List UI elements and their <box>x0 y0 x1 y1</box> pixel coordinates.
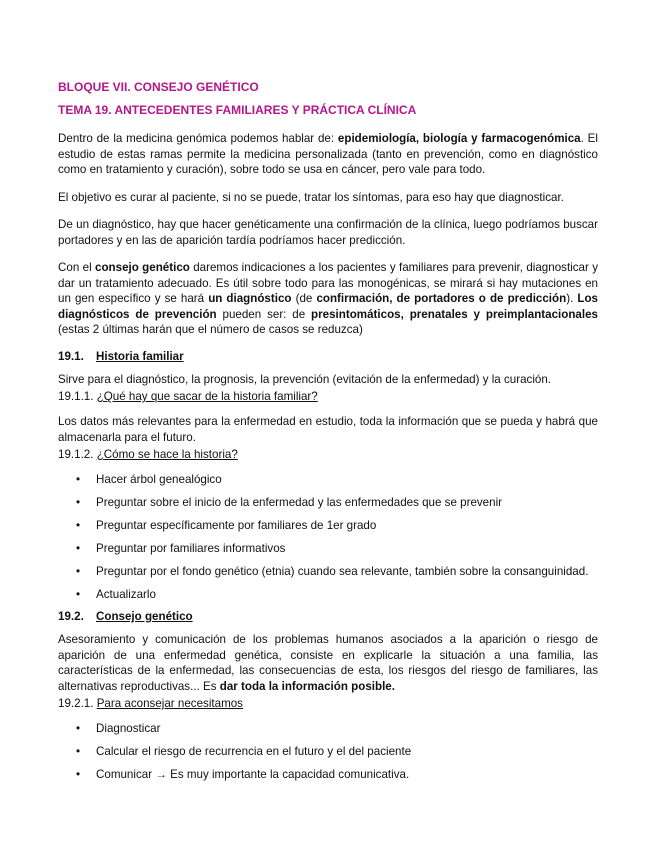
history-steps-list <box>58 472 598 602</box>
subsection-heading-19-2-1 <box>58 696 598 711</box>
list-item <box>58 721 598 736</box>
bullet-icon: • <box>76 722 81 735</box>
list-item-text: Preguntar por familiares informativos <box>96 542 286 555</box>
section-number: 19.1. <box>58 349 84 363</box>
list-item <box>58 564 598 579</box>
list-item-text: Comunicar → Es muy importante la capacidad comunicativa. <box>96 768 410 781</box>
block-heading: BLOQUE VII. CONSEJO GENÉTICO <box>58 80 259 94</box>
section-number: 19.2. <box>58 610 84 623</box>
document-page <box>58 80 598 790</box>
bullet-icon: • <box>76 768 81 781</box>
bold-text: epidemiología, biología y farmacogenómica <box>337 132 581 145</box>
paragraph-history-data: Los datos más relevantes para la enfermedad en estudio, toda la información que se pueda y habrá que almacenarla para el futuro. <box>58 415 598 444</box>
bold-text: un diagnóstico <box>208 292 292 305</box>
text: Con el <box>58 261 96 274</box>
bold-text: confirmación, de portadores o de predicción <box>316 292 567 305</box>
list-item <box>58 767 598 782</box>
bold-text: dar toda la información posible. <box>219 679 395 693</box>
paragraph-intro <box>58 131 598 178</box>
section-title: Consejo genético <box>96 610 193 623</box>
list-item-text: Diagnosticar <box>96 722 161 735</box>
counsel-needs-list <box>58 721 598 782</box>
list-item <box>58 587 598 602</box>
bullet-icon: • <box>76 588 81 601</box>
topic-heading: TEMA 19. ANTECEDENTES FAMILIARES Y PRÁCTICA CLÍNICA <box>58 103 417 117</box>
list-item <box>58 472 598 487</box>
section-heading-19-1 <box>58 350 598 363</box>
text: ). <box>566 292 578 305</box>
text: Dentro de la medicina genómica podemos hablar de: <box>58 132 338 145</box>
bullet-icon: • <box>76 496 81 509</box>
list-item <box>58 495 598 510</box>
bullet-icon: • <box>76 473 81 486</box>
list-item-text: Calcular el riesgo de recurrencia en el futuro y el del paciente <box>96 745 412 758</box>
text: (estas 2 últimas harán que el número de casos se reduzca) <box>58 323 363 336</box>
subsection-title: Para aconsejar necesitamos <box>96 697 243 710</box>
bullet-icon: • <box>76 565 81 578</box>
list-item <box>58 541 598 556</box>
list-item-text: Preguntar sobre el inicio de la enfermedad y las enfermedades que se prevenir <box>96 496 503 509</box>
list-item <box>58 744 598 759</box>
subsection-number: 19.1.2. <box>58 448 97 461</box>
bullet-icon: • <box>76 519 81 532</box>
subsection-title: ¿Qué hay que sacar de la historia familiar? <box>96 390 318 403</box>
text: pueden ser: de <box>216 307 312 321</box>
paragraph-objective: El objetivo es curar al paciente, si no se puede, tratar los síntomas, para eso hay que diagnosticar. <box>58 190 564 204</box>
subsection-number: 19.2.1. <box>58 697 97 710</box>
section-heading-19-2 <box>58 610 598 623</box>
list-item-text: Preguntar específicamente por familiares de 1er grado <box>96 519 377 532</box>
paragraph-genetic-counsel <box>58 260 598 338</box>
text: daremos indicaciones a los pacientes y familiares para prevenir, diagnosticar y dar un tratamiento adecuado. Es útil sobre todo para las monogénicas, se mirará si hay mutaciones en un gen específico y se hará <box>58 261 598 305</box>
bullet-icon: • <box>76 542 81 555</box>
subsection-title: ¿Cómo se hace la historia? <box>96 448 238 461</box>
paragraph-history-purpose: Sirve para el diagnóstico, la prognosis, la prevención (evitación de la enfermedad) y la curación. <box>58 372 552 386</box>
paragraph-diagnosis: De un diagnóstico, hay que hacer genéticamente una confirmación de la clínica, luego podríamos buscar portadores y en las de aparición tardía podríamos hacer predicción. <box>58 218 598 247</box>
bold-text: consejo genético <box>95 261 190 274</box>
bold-text: presintomáticos, prenatales y preimplantacionales <box>311 307 598 321</box>
bold-text: Los diagnósticos de prevención <box>58 292 598 321</box>
list-item-text: Actualizarlo <box>96 588 156 601</box>
text: . El estudio de estas ramas permite la medicina personalizada (tanto en prevención, como en diagnóstico como en tratamiento y curación), sobre todo se usa en cáncer, pero vale para todo. <box>58 132 598 176</box>
subsection-number: 19.1.1. <box>58 390 97 403</box>
list-item <box>58 518 598 533</box>
subsection-heading-19-1-2 <box>58 447 598 462</box>
subsection-heading-19-1-1 <box>58 389 598 404</box>
section-title: Historia familiar <box>96 349 184 363</box>
text: (de <box>291 292 317 305</box>
bullet-icon: • <box>76 745 81 758</box>
list-item-text: Preguntar por el fondo genético (etnia) cuando sea relevante, también sobre la consanguinidad. <box>96 565 589 578</box>
paragraph-counsel-definition <box>58 632 598 694</box>
text: Asesoramiento y comunicación de los problemas humanos asociados a la aparición o riesgo de aparición de una enfermedad genética, consiste en explicarle la situación a una familia, las características de la enfermedad, las consecuencias de esta, los riesgos del riesgo de familiares, las alternativas reproductivas... Es <box>58 633 598 693</box>
list-item-text: Hacer árbol genealógico <box>96 473 222 486</box>
